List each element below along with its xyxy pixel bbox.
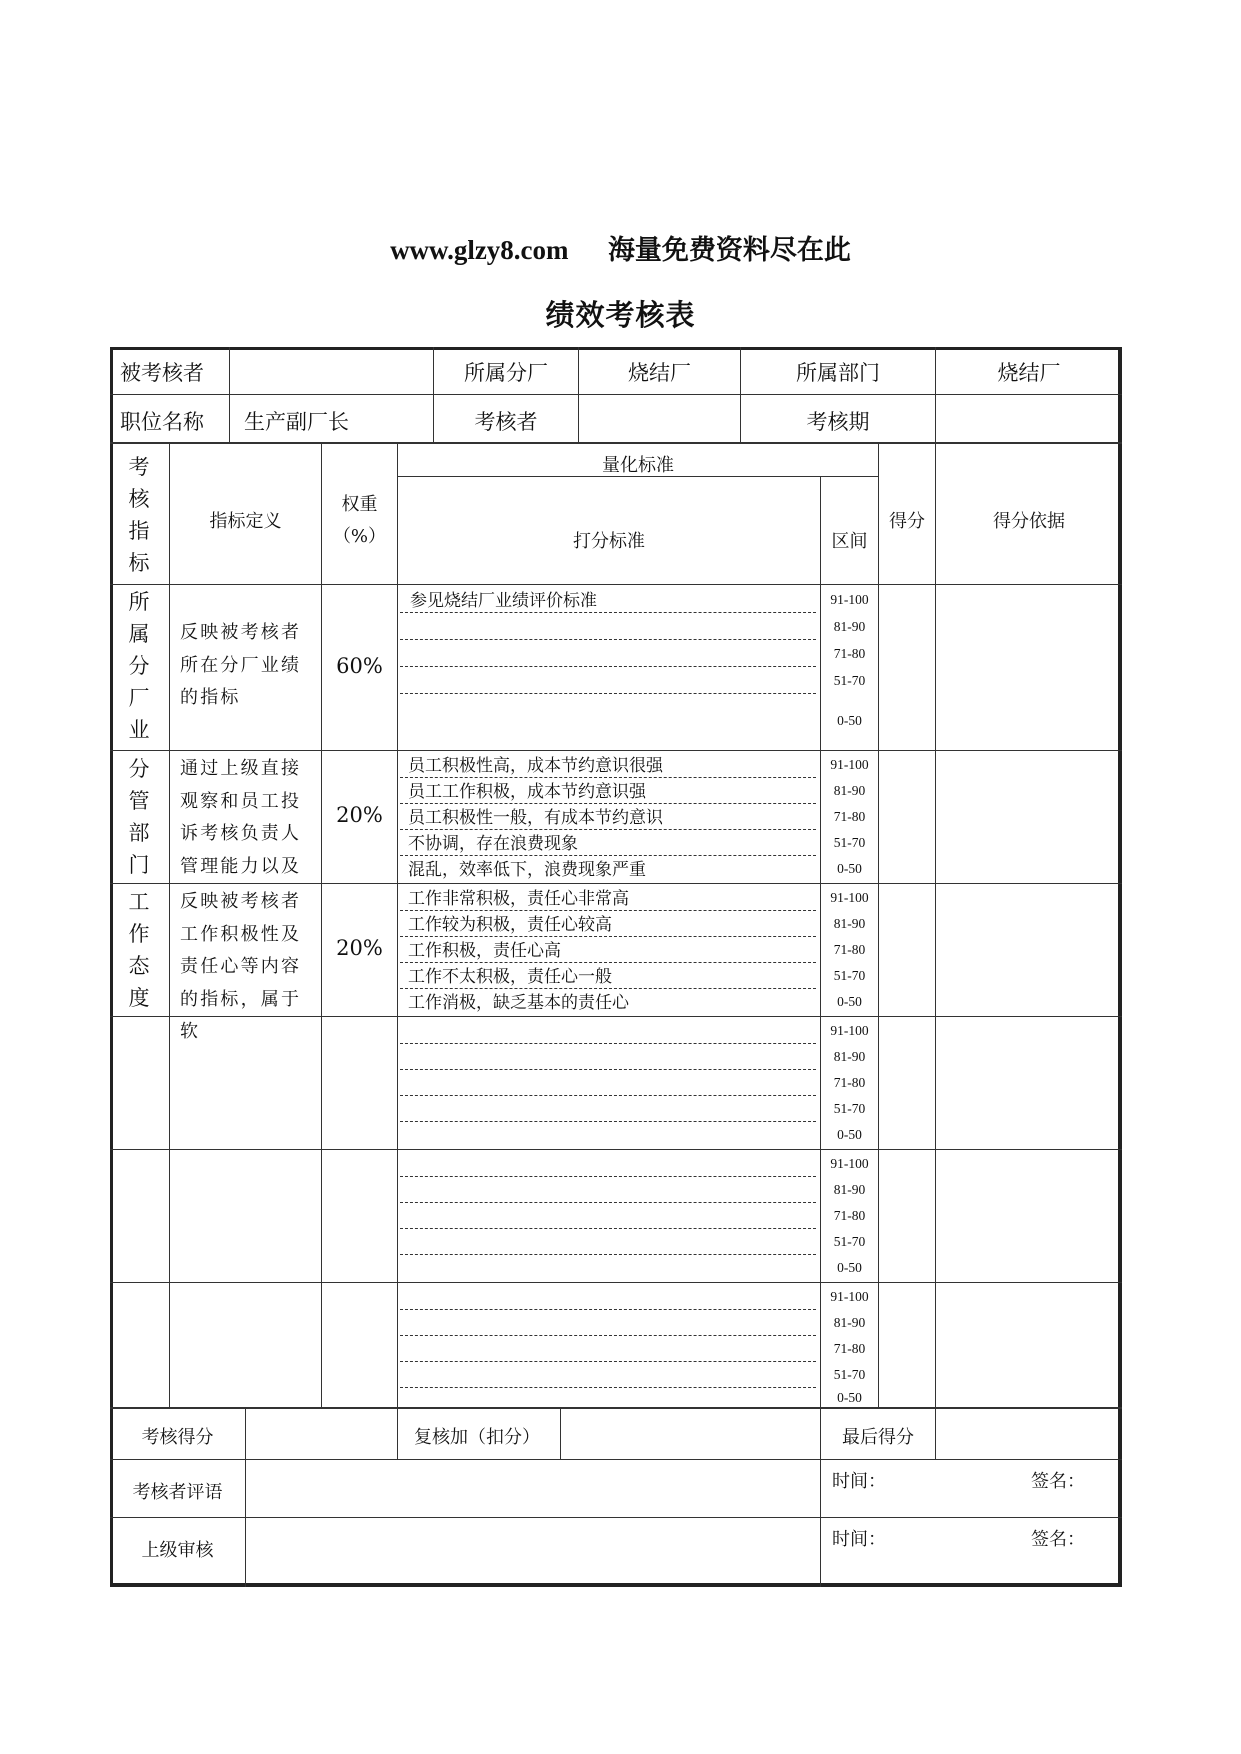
interval-71-80: 71-80 [833,942,866,957]
underline [400,1335,816,1336]
underline [400,829,816,830]
indicator-cell: 工作态度 [128,890,150,1010]
assessee-label: 被考核者 [120,361,204,385]
interval-0-50: 0-50 [837,1127,862,1142]
interval-0-50: 0-50 [837,994,862,1009]
divider [110,394,1122,395]
divider [169,442,170,1407]
definition-header: 指标定义 [209,511,282,532]
criterion-text: 混乱，效率低下，浪费现象严重 [408,860,646,880]
weight-header: 权重 [341,494,378,515]
divider [110,584,1122,585]
underline [400,612,816,613]
definition-cell: 反映被考核者所在分厂业绩的指标 [180,622,302,708]
criterion-text: 工作不太积极，责任心一般 [408,967,612,987]
interval-81-90: 81-90 [833,1049,866,1064]
interval-91-100: 91-100 [830,1289,869,1304]
definition-cell: 通过上级直接观察和员工投诉考核负责人管理能力以及 [180,758,302,877]
interval-81-90: 81-90 [833,619,866,634]
criterion-text: 工作较为积极，责任心较高 [408,915,612,935]
site-url: www.glzy8.com [390,235,569,265]
underline [400,777,816,778]
weight-cell: 20% [336,936,383,960]
underline [400,1309,816,1310]
interval-81-90: 81-90 [833,783,866,798]
interval-51-70: 51-70 [833,673,866,688]
interval-51-70: 51-70 [833,835,866,850]
interval-0-50: 0-50 [837,1390,862,1405]
divider [110,1149,1122,1150]
underline [400,988,816,989]
indicator-cell: 所属分厂业 [128,590,150,742]
underline [400,936,816,937]
final-score-label: 最后得分 [842,1427,914,1448]
interval-91-100: 91-100 [830,890,869,905]
divider [110,1459,1122,1460]
underline [400,1095,816,1096]
underline [400,1043,816,1044]
divider [397,442,398,1407]
basis-header: 得分依据 [993,511,1065,532]
criterion-text: 参见烧结厂业绩评价标准 [410,591,597,611]
interval-71-80: 71-80 [833,646,866,661]
assessor-label: 考核者 [474,410,538,434]
definition-cell: 反映被考核者工作积极性及责任心等内容的指标，属于软 [180,891,302,1042]
interval-header: 区间 [831,531,868,552]
underline [400,1387,816,1388]
interval-81-90: 81-90 [833,1315,866,1330]
underline [400,1176,816,1177]
position-value[interactable]: 生产副厂长 [244,410,349,434]
divider [110,1517,1122,1518]
period-label: 考核期 [806,410,870,434]
criterion-text: 员工积极性一般，有成本节约意识 [408,808,663,828]
quant-header: 量化标准 [602,455,674,476]
underline [400,962,816,963]
underline [400,1069,816,1070]
assessor-comment-label: 考核者评语 [132,1482,223,1503]
review-sign-label: 签名： [1031,1529,1085,1550]
divider [229,347,230,442]
underline [400,639,816,640]
comment-sign-label: 签名： [1031,1471,1085,1492]
department-value[interactable]: 烧结厂 [997,361,1061,385]
interval-51-70: 51-70 [833,968,866,983]
divider [110,442,1122,444]
divider [321,442,322,1407]
comment-time-label: 时间： [832,1471,886,1492]
site-slogan: 海量免费资料尽在此 [607,235,851,266]
criterion-text: 员工工作积极，成本节约意识强 [408,782,646,802]
review-adjust-label: 复核加（扣分） [414,1427,540,1448]
site-header [0,228,1241,267]
divider [935,1409,936,1459]
criterion-text: 工作积极，责任心高 [408,941,561,961]
interval-71-80: 71-80 [833,1341,866,1356]
underline [400,1361,816,1362]
review-time-label: 时间： [832,1529,886,1550]
weight-cell: 60% [336,654,383,678]
total-score-label: 考核得分 [141,1427,214,1448]
branch-label: 所属分厂 [464,361,548,385]
divider [110,750,1122,751]
interval-51-70: 51-70 [833,1234,866,1249]
divider [397,1409,398,1459]
interval-91-100: 91-100 [830,757,869,772]
criterion-text: 不协调，存在浪费现象 [408,834,578,854]
weight-cell: 20% [336,803,383,827]
divider [245,1409,246,1587]
form-title: 绩效考核表 [545,298,696,332]
underline [400,855,816,856]
underline [400,803,816,804]
interval-0-50: 0-50 [837,713,862,728]
score-header: 得分 [889,511,925,532]
interval-91-100: 91-100 [830,1023,869,1038]
interval-0-50: 0-50 [837,1260,862,1275]
underline [400,910,816,911]
interval-51-70: 51-70 [833,1101,866,1116]
department-label: 所属部门 [796,361,880,385]
indicator-cell: 分管部门 [128,757,150,877]
divider [878,442,879,1407]
branch-value[interactable]: 烧结厂 [628,361,691,385]
appraisal-form [110,347,1126,1591]
indicator-header: 考核指标 [128,455,150,575]
underline [400,1202,816,1203]
interval-71-80: 71-80 [833,809,866,824]
criterion-text: 工作消极，缺乏基本的责任心 [408,993,629,1013]
weight-unit: （%） [332,526,387,547]
superior-review-label: 上级审核 [141,1540,214,1561]
position-label: 职位名称 [120,410,204,434]
divider [560,1409,561,1459]
criterion-text: 工作非常积极，责任心非常高 [408,889,629,909]
divider [110,1282,1122,1283]
underline [400,1121,816,1122]
interval-0-50: 0-50 [837,861,862,876]
underline [400,666,816,667]
scoring-header: 打分标准 [573,531,645,552]
interval-91-100: 91-100 [830,1156,869,1171]
divider [935,442,936,1407]
interval-71-80: 71-80 [833,1075,866,1090]
underline [400,693,816,694]
underline [400,1228,816,1229]
interval-81-90: 81-90 [833,1182,866,1197]
interval-51-70: 51-70 [833,1367,866,1382]
interval-81-90: 81-90 [833,916,866,931]
criterion-text: 员工积极性高，成本节约意识很强 [408,756,663,776]
interval-91-100: 91-100 [830,592,869,607]
interval-71-80: 71-80 [833,1208,866,1223]
divider [110,1407,1122,1409]
underline [400,1254,816,1255]
